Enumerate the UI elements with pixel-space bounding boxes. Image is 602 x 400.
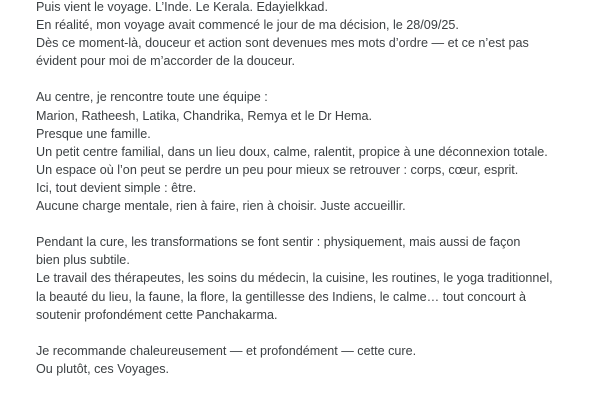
- review-line: Un espace où l’on peut se perdre un peu pour mieux se retrouver : corps, cœur, esprit.: [36, 162, 519, 177]
- review-line: la beauté du lieu, la faune, la flore, la gentillesse des Indiens, le calme… tout concourt à: [36, 289, 527, 304]
- review-paragraph: [36, 88, 598, 215]
- review-line: évident pour moi de m’accorder de la douceur.: [36, 54, 296, 69]
- review-text: [36, 0, 598, 396]
- review-line: Je recommande chaleureusement — et profondément — cette cure.: [36, 343, 417, 358]
- review-line: soutenir profondément cette Panchakarma.: [36, 307, 278, 322]
- review-line: Aucune charge mentale, rien à faire, rien à choisir. Juste accueillir.: [36, 199, 406, 214]
- review-line: Pendant la cure, les transformations se font sentir : physiquement, mais aussi de façon: [36, 235, 521, 250]
- review-line: Au centre, je rencontre toute une équipe :: [36, 90, 268, 105]
- review-line: Le travail des thérapeutes, les soins du médecin, la cuisine, les routines, le yoga traditionnel,: [36, 271, 553, 286]
- review-paragraph: [36, 0, 598, 70]
- review-line: Un petit centre familial, dans un lieu doux, calme, ralentit, propice à une déconnexion totale.: [36, 144, 548, 159]
- review-paragraph: [36, 342, 598, 378]
- review-line: Puis vient le voyage. L’Inde. Le Kerala. Edayielkkad.: [36, 0, 328, 14]
- review-line: Marion, Ratheesh, Latika, Chandrika, Remya et le Dr Hema.: [36, 108, 372, 123]
- review-line: Dès ce moment-là, douceur et action sont devenues mes mots d’ordre — et ce n’est pas: [36, 36, 529, 51]
- review-line: Presque une famille.: [36, 126, 151, 141]
- review-paragraph: [36, 233, 598, 323]
- review-line: Ici, tout devient simple : être.: [36, 180, 197, 195]
- review-line: bien plus subtile.: [36, 253, 130, 268]
- review-line: En réalité, mon voyage avait commencé le jour de ma décision, le 28/09/25.: [36, 18, 459, 33]
- review-line: Ou plutôt, ces Voyages.: [36, 361, 170, 376]
